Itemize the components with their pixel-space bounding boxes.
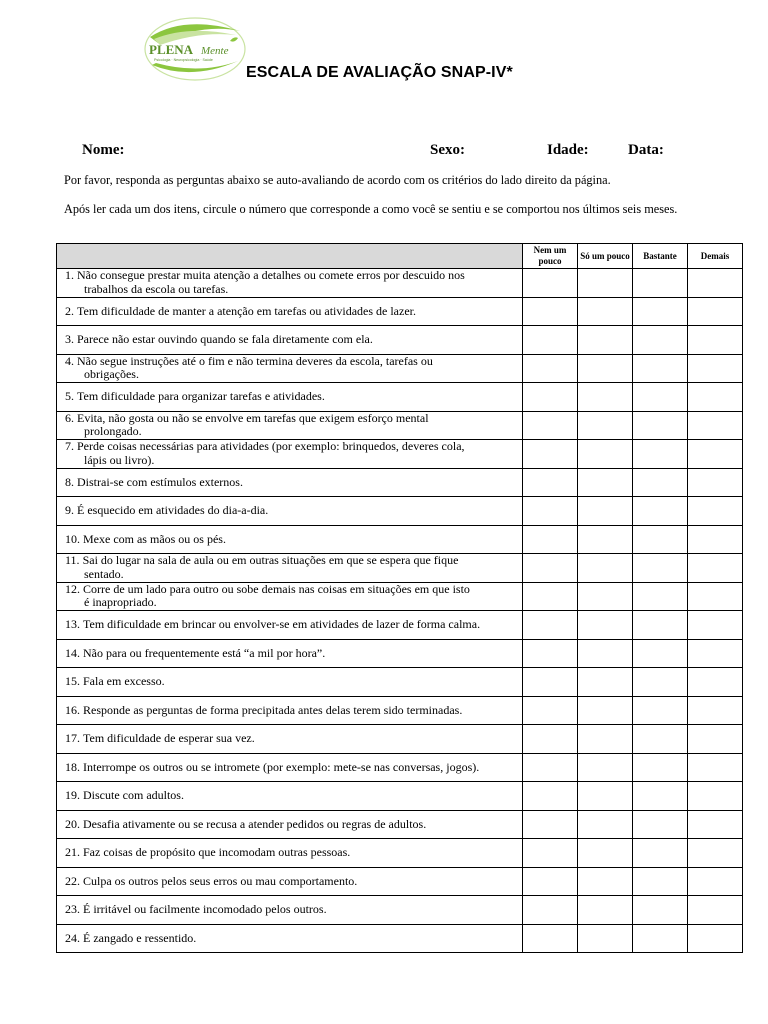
answer-cell-demais[interactable] bbox=[688, 326, 743, 355]
answer-cell-nem-um-pouco[interactable] bbox=[523, 668, 578, 697]
table-row bbox=[57, 896, 743, 925]
question-number: 9. bbox=[65, 503, 74, 517]
answer-cell-so-um-pouco[interactable] bbox=[578, 525, 633, 554]
plena-mente-logo bbox=[144, 17, 246, 81]
answer-cell-so-um-pouco[interactable] bbox=[578, 497, 633, 526]
answer-cell-so-um-pouco[interactable] bbox=[578, 867, 633, 896]
table-row bbox=[57, 326, 743, 355]
header-blank-cell bbox=[57, 244, 523, 269]
answer-cell-nem-um-pouco[interactable] bbox=[523, 810, 578, 839]
answer-cell-demais[interactable] bbox=[688, 611, 743, 640]
question-number: 18. bbox=[65, 759, 80, 774]
question-cell bbox=[57, 896, 523, 925]
question-text: Responde as perguntas de forma precipitada antes delas terem sido terminadas. bbox=[83, 702, 463, 717]
answer-cell-bastante[interactable] bbox=[633, 554, 688, 583]
question-number: 7. bbox=[65, 439, 74, 454]
table-header-row bbox=[57, 244, 743, 269]
question-number: 17. bbox=[65, 731, 80, 745]
table-row bbox=[57, 440, 743, 469]
answer-cell-nem-um-pouco[interactable] bbox=[523, 611, 578, 640]
question-text: Parece não estar ouvindo quando se fala diretamente com ela. bbox=[77, 332, 373, 346]
answer-cell-demais[interactable] bbox=[688, 582, 743, 611]
question-text: Faz coisas de propósito que incomodam outras pessoas. bbox=[83, 845, 351, 859]
answer-cell-bastante[interactable] bbox=[633, 810, 688, 839]
answer-cell-demais[interactable] bbox=[688, 782, 743, 811]
answer-cell-nem-um-pouco[interactable] bbox=[523, 411, 578, 440]
question-text-continuation: trabalhos da escola ou tarefas. bbox=[84, 281, 229, 296]
question-text: Culpa os outros pelos seus erros ou mau comportamento. bbox=[83, 873, 358, 888]
logo-brand-script: Mente bbox=[201, 45, 229, 57]
answer-cell-demais[interactable] bbox=[688, 753, 743, 782]
answer-cell-demais[interactable] bbox=[688, 668, 743, 697]
answer-cell-demais[interactable] bbox=[688, 867, 743, 896]
answer-cell-nem-um-pouco[interactable] bbox=[523, 383, 578, 412]
answer-cell-demais[interactable] bbox=[688, 810, 743, 839]
answer-cell-bastante[interactable] bbox=[633, 896, 688, 925]
answer-cell-demais[interactable] bbox=[688, 354, 743, 383]
answer-cell-demais[interactable] bbox=[688, 924, 743, 953]
answer-cell-nem-um-pouco[interactable] bbox=[523, 867, 578, 896]
answer-cell-so-um-pouco[interactable] bbox=[578, 383, 633, 412]
answer-cell-bastante[interactable] bbox=[633, 326, 688, 355]
question-number: 1. bbox=[65, 268, 74, 283]
question-number: 15. bbox=[65, 674, 80, 688]
question-cell bbox=[57, 668, 523, 697]
question-cell bbox=[57, 782, 523, 811]
answer-cell-demais[interactable] bbox=[688, 440, 743, 469]
answer-cell-demais[interactable] bbox=[688, 269, 743, 298]
date-field-label: Data: bbox=[628, 142, 664, 158]
question-number: 8. bbox=[65, 474, 74, 489]
answer-cell-bastante[interactable] bbox=[633, 867, 688, 896]
answer-cell-so-um-pouco[interactable] bbox=[578, 411, 633, 440]
answer-cell-bastante[interactable] bbox=[633, 468, 688, 497]
question-cell bbox=[57, 696, 523, 725]
question-text: Não para ou frequentemente está “a mil por hora”. bbox=[83, 645, 326, 660]
question-text: É zangado e ressentido. bbox=[83, 930, 197, 945]
answer-cell-bastante[interactable] bbox=[633, 611, 688, 640]
answer-cell-nem-um-pouco[interactable] bbox=[523, 525, 578, 554]
answer-cell-nem-um-pouco[interactable] bbox=[523, 326, 578, 355]
question-text: Tem dificuldade de manter a atenção em tarefas ou atividades de lazer. bbox=[77, 303, 416, 318]
question-cell bbox=[57, 525, 523, 554]
question-text: Mexe com as mãos ou os pés. bbox=[83, 531, 226, 546]
answer-cell-so-um-pouco[interactable] bbox=[578, 354, 633, 383]
question-text: Tem dificuldade em brincar ou envolver-se em atividades de lazer de forma calma. bbox=[83, 617, 481, 631]
answer-cell-demais[interactable] bbox=[688, 525, 743, 554]
question-text: É esquecido em atividades do dia-a-dia. bbox=[77, 503, 269, 517]
table-row bbox=[57, 725, 743, 754]
logo-brand: PLENA bbox=[149, 42, 194, 57]
answer-cell-bastante[interactable] bbox=[633, 782, 688, 811]
answer-cell-bastante[interactable] bbox=[633, 582, 688, 611]
question-text-continuation: lápis ou livro). bbox=[84, 452, 155, 467]
answer-cell-nem-um-pouco[interactable] bbox=[523, 839, 578, 868]
answer-cell-bastante[interactable] bbox=[633, 354, 688, 383]
logo-tagline: Psicologia · Neuropsicologia · Saúde bbox=[154, 58, 213, 62]
answer-cell-bastante[interactable] bbox=[633, 297, 688, 326]
question-number: 12. bbox=[65, 581, 80, 596]
question-text: Tem dificuldade para organizar tarefas e atividades. bbox=[77, 389, 325, 403]
question-text-continuation: sentado. bbox=[84, 566, 124, 581]
question-text: Fala em excesso. bbox=[83, 674, 165, 688]
question-number: 6. bbox=[65, 410, 74, 425]
table-row bbox=[57, 468, 743, 497]
question-text: Sai do lugar na sala de aula ou em outras situações em que se espera que fique bbox=[82, 553, 459, 568]
question-number: 22. bbox=[65, 873, 80, 888]
answer-cell-demais[interactable] bbox=[688, 696, 743, 725]
question-number: 20. bbox=[65, 816, 80, 831]
table-row bbox=[57, 354, 743, 383]
question-number: 5. bbox=[65, 389, 74, 403]
question-cell bbox=[57, 810, 523, 839]
question-cell bbox=[57, 725, 523, 754]
answer-cell-demais[interactable] bbox=[688, 725, 743, 754]
answer-cell-nem-um-pouco[interactable] bbox=[523, 554, 578, 583]
answer-cell-nem-um-pouco[interactable] bbox=[523, 639, 578, 668]
table-row bbox=[57, 924, 743, 953]
question-number: 23. bbox=[65, 902, 80, 916]
answer-cell-so-um-pouco[interactable] bbox=[578, 924, 633, 953]
table-row bbox=[57, 867, 743, 896]
question-text: É irritável ou facilmente incomodado pelos outros. bbox=[83, 902, 327, 916]
answer-cell-nem-um-pouco[interactable] bbox=[523, 924, 578, 953]
question-text: Evita, não gosta ou não se envolve em tarefas que exigem esforço mental bbox=[77, 410, 429, 425]
question-number: 13. bbox=[65, 617, 80, 631]
question-cell bbox=[57, 269, 523, 298]
answer-cell-so-um-pouco[interactable] bbox=[578, 639, 633, 668]
answer-cell-so-um-pouco[interactable] bbox=[578, 582, 633, 611]
answer-cell-demais[interactable] bbox=[688, 896, 743, 925]
answer-cell-nem-um-pouco[interactable] bbox=[523, 782, 578, 811]
table-row bbox=[57, 582, 743, 611]
answer-cell-so-um-pouco[interactable] bbox=[578, 611, 633, 640]
question-text-continuation: prolongado. bbox=[84, 424, 142, 439]
column-header-so-um-pouco: Só um pouco bbox=[578, 244, 633, 269]
answer-cell-bastante[interactable] bbox=[633, 269, 688, 298]
table-row bbox=[57, 753, 743, 782]
answer-cell-so-um-pouco[interactable] bbox=[578, 297, 633, 326]
instruction-line-1: Por favor, responda as perguntas abaixo se auto-avaliando de acordo com os critérios do lado direito da página. bbox=[64, 173, 611, 187]
answer-cell-demais[interactable] bbox=[688, 411, 743, 440]
table-row bbox=[57, 554, 743, 583]
question-text-continuation: é inapropriado. bbox=[84, 595, 157, 610]
answer-cell-so-um-pouco[interactable] bbox=[578, 440, 633, 469]
answer-cell-nem-um-pouco[interactable] bbox=[523, 696, 578, 725]
question-cell bbox=[57, 753, 523, 782]
answer-cell-bastante[interactable] bbox=[633, 725, 688, 754]
table-row bbox=[57, 525, 743, 554]
question-text: Interrompe os outros ou se intromete (por exemplo: mete-se nas conversas, jogos). bbox=[83, 759, 480, 774]
question-number: 21. bbox=[65, 845, 80, 859]
table-row bbox=[57, 668, 743, 697]
answer-cell-nem-um-pouco[interactable] bbox=[523, 582, 578, 611]
question-cell bbox=[57, 354, 523, 383]
table-row bbox=[57, 411, 743, 440]
name-field-label: Nome: bbox=[82, 142, 125, 158]
table-row bbox=[57, 810, 743, 839]
document-title: ESCALA DE AVALIAÇÃO SNAP-IV* bbox=[246, 64, 513, 81]
questionnaire-table bbox=[56, 243, 743, 953]
answer-cell-so-um-pouco[interactable] bbox=[578, 269, 633, 298]
answer-cell-nem-um-pouco[interactable] bbox=[523, 354, 578, 383]
answer-cell-bastante[interactable] bbox=[633, 383, 688, 412]
table-row bbox=[57, 696, 743, 725]
answer-cell-so-um-pouco[interactable] bbox=[578, 896, 633, 925]
answer-cell-nem-um-pouco[interactable] bbox=[523, 753, 578, 782]
question-cell bbox=[57, 468, 523, 497]
question-cell bbox=[57, 326, 523, 355]
column-header-nem-um-pouco: Nem um pouco bbox=[523, 244, 578, 269]
question-cell bbox=[57, 611, 523, 640]
question-text: Discute com adultos. bbox=[83, 788, 184, 802]
answer-cell-nem-um-pouco[interactable] bbox=[523, 297, 578, 326]
column-header-demais: Demais bbox=[688, 244, 743, 269]
question-cell bbox=[57, 554, 523, 583]
answer-cell-bastante[interactable] bbox=[633, 753, 688, 782]
table-row bbox=[57, 639, 743, 668]
table-row bbox=[57, 297, 743, 326]
table-row bbox=[57, 383, 743, 412]
table-row bbox=[57, 782, 743, 811]
instruction-line-2: Após ler cada um dos itens, circule o número que corresponde a como você se sentiu e se comportou nos últimos seis meses. bbox=[64, 202, 678, 216]
answer-cell-nem-um-pouco[interactable] bbox=[523, 440, 578, 469]
sex-field-label: Sexo: bbox=[430, 142, 465, 158]
question-text: Não segue instruções até o fim e não termina deveres da escola, tarefas ou bbox=[77, 353, 433, 368]
question-cell bbox=[57, 582, 523, 611]
answer-cell-nem-um-pouco[interactable] bbox=[523, 497, 578, 526]
question-number: 4. bbox=[65, 353, 74, 368]
question-text: Perde coisas necessárias para atividades (por exemplo: brinquedos, deveres cola, bbox=[77, 439, 465, 454]
question-cell bbox=[57, 839, 523, 868]
answer-cell-bastante[interactable] bbox=[633, 696, 688, 725]
answer-cell-bastante[interactable] bbox=[633, 668, 688, 697]
question-number: 3. bbox=[65, 332, 74, 346]
answer-cell-bastante[interactable] bbox=[633, 639, 688, 668]
answer-cell-nem-um-pouco[interactable] bbox=[523, 725, 578, 754]
answer-cell-so-um-pouco[interactable] bbox=[578, 326, 633, 355]
question-number: 16. bbox=[65, 702, 80, 717]
question-cell bbox=[57, 497, 523, 526]
question-text: Desafia ativamente ou se recusa a atender pedidos ou regras de adultos. bbox=[83, 816, 427, 831]
answer-cell-demais[interactable] bbox=[688, 639, 743, 668]
answer-cell-so-um-pouco[interactable] bbox=[578, 810, 633, 839]
answer-cell-nem-um-pouco[interactable] bbox=[523, 896, 578, 925]
answer-cell-so-um-pouco[interactable] bbox=[578, 668, 633, 697]
table-row bbox=[57, 839, 743, 868]
answer-cell-so-um-pouco[interactable] bbox=[578, 468, 633, 497]
answer-cell-so-um-pouco[interactable] bbox=[578, 696, 633, 725]
question-number: 19. bbox=[65, 788, 80, 802]
table-row bbox=[57, 269, 743, 298]
question-cell bbox=[57, 411, 523, 440]
answer-cell-demais[interactable] bbox=[688, 297, 743, 326]
question-text: Distrai-se com estímulos externos. bbox=[77, 474, 243, 489]
answer-cell-bastante[interactable] bbox=[633, 411, 688, 440]
answer-cell-so-um-pouco[interactable] bbox=[578, 554, 633, 583]
table-row bbox=[57, 497, 743, 526]
question-number: 11. bbox=[65, 553, 80, 568]
answer-cell-bastante[interactable] bbox=[633, 839, 688, 868]
question-text: Não consegue prestar muita atenção a detalhes ou comete erros por descuido nos bbox=[77, 268, 465, 283]
answer-cell-so-um-pouco[interactable] bbox=[578, 725, 633, 754]
question-cell bbox=[57, 924, 523, 953]
answer-cell-demais[interactable] bbox=[688, 497, 743, 526]
question-number: 14. bbox=[65, 645, 80, 660]
answer-cell-nem-um-pouco[interactable] bbox=[523, 269, 578, 298]
answer-cell-bastante[interactable] bbox=[633, 525, 688, 554]
question-text: Tem dificuldade de esperar sua vez. bbox=[83, 731, 255, 745]
answer-cell-bastante[interactable] bbox=[633, 440, 688, 469]
question-cell bbox=[57, 867, 523, 896]
question-cell bbox=[57, 297, 523, 326]
question-cell bbox=[57, 383, 523, 412]
answer-cell-so-um-pouco[interactable] bbox=[578, 839, 633, 868]
answer-cell-demais[interactable] bbox=[688, 383, 743, 412]
answer-cell-demais[interactable] bbox=[688, 554, 743, 583]
age-field-label: Idade: bbox=[547, 142, 589, 158]
answer-cell-demais[interactable] bbox=[688, 468, 743, 497]
column-header-bastante: Bastante bbox=[633, 244, 688, 269]
answer-cell-demais[interactable] bbox=[688, 839, 743, 868]
question-cell bbox=[57, 440, 523, 469]
question-text-continuation: obrigações. bbox=[84, 367, 139, 382]
question-text: Corre de um lado para outro ou sobe demais nas coisas em situações em que isto bbox=[83, 581, 470, 596]
answer-cell-bastante[interactable] bbox=[633, 497, 688, 526]
answer-cell-bastante[interactable] bbox=[633, 924, 688, 953]
answer-cell-so-um-pouco[interactable] bbox=[578, 753, 633, 782]
question-cell bbox=[57, 639, 523, 668]
question-number: 24. bbox=[65, 930, 80, 945]
question-number: 2. bbox=[65, 303, 74, 318]
table-row bbox=[57, 611, 743, 640]
question-number: 10. bbox=[65, 531, 80, 546]
answer-cell-so-um-pouco[interactable] bbox=[578, 782, 633, 811]
answer-cell-nem-um-pouco[interactable] bbox=[523, 468, 578, 497]
